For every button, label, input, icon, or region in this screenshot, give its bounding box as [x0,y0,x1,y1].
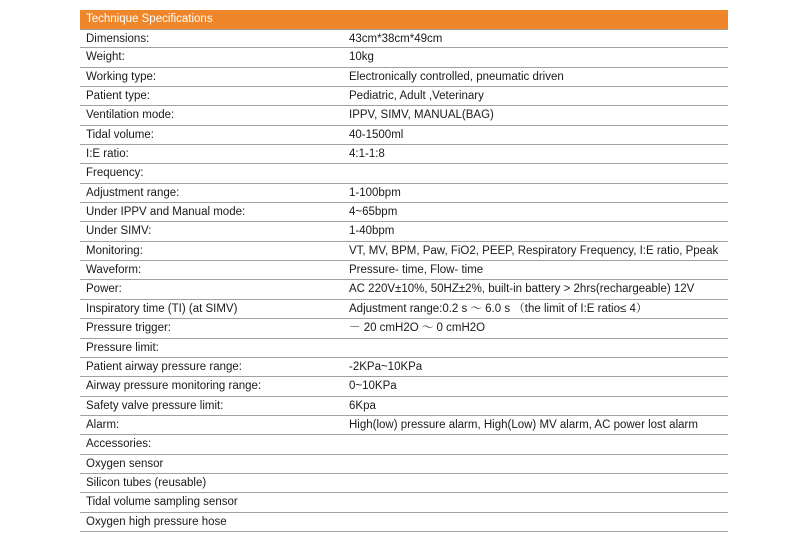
spec-value: 1-100bpm [349,186,401,199]
table-row [80,416,728,435]
table-header: Technique Specifications [80,10,728,29]
spec-value: － 20 cmH2O ～ 0 cmH2O [349,322,486,335]
spec-value: 1-40bpm [349,225,395,238]
spec-value: -2KPa~10KPa [349,360,423,373]
spec-label: Oxygen sensor [86,457,164,470]
spec-value [349,513,728,531]
table-row [80,513,728,532]
spec-label: Accessories: [86,438,152,451]
table-row [80,493,728,512]
spec-value [349,455,728,473]
table-row [80,164,728,183]
spec-value: 40-1500ml [349,128,404,141]
spec-value [349,474,728,492]
spec-value: 0~10KPa [349,380,397,393]
spec-value: 6Kpa [349,399,376,412]
spec-label: Pressure trigger: [86,322,172,335]
table-row [80,319,728,338]
spec-value: AC 220V±10%, 50HZ±2%, built-in battery > 2hrs(rechargeable) 12V [349,283,695,296]
spec-value [349,164,728,182]
table-row [80,29,728,48]
table-body [80,29,728,532]
table-row [80,222,728,241]
table-row [80,455,728,474]
table-row [80,358,728,377]
spec-label: Ventilation mode: [86,109,175,122]
spec-label: Tidal volume sampling sensor [86,496,238,509]
spec-value: 43cm*38cm*49cm [349,33,443,45]
spec-table [80,10,728,532]
table-row [80,203,728,222]
spec-label: Patient type: [86,90,150,103]
spec-label: Airway pressure monitoring range: [86,380,262,393]
spec-label: Pressure limit: [86,341,159,354]
spec-label: Patient airway pressure range: [86,360,242,373]
table-row [80,106,728,125]
table-row [80,339,728,358]
spec-label: Power: [86,283,122,296]
spec-label: Monitoring: [86,244,143,257]
spec-label: Under SIMV: [86,225,152,238]
spec-label: Waveform: [86,264,142,277]
spec-label: Alarm: [86,418,120,431]
spec-label: Working type: [86,70,157,83]
table-row [80,280,728,299]
spec-value: IPPV, SIMV, MANUAL(BAG) [349,109,494,122]
spec-value: High(low) pressure alarm, High(Low) MV alarm, AC power lost alarm [349,418,698,431]
table-row [80,435,728,454]
spec-value: 10kg [349,51,374,64]
table-row [80,184,728,203]
table-row [80,87,728,106]
spec-label: Under IPPV and Manual mode: [86,206,246,219]
table-row [80,242,728,261]
spec-label: Safety valve pressure limit: [86,399,224,412]
spec-label: Tidal volume: [86,128,154,141]
table-row [80,474,728,493]
table-row [80,145,728,164]
table-row [80,126,728,145]
spec-value: Electronically controlled, pneumatic driven [349,70,564,83]
table-row [80,300,728,319]
table-row [80,377,728,396]
spec-label: I:E ratio: [86,148,129,161]
spec-value: VT, MV, BPM, Paw, FiO2, PEEP, Respiratory Frequency, I:E ratio, Ppeak [349,244,719,257]
spec-value [349,493,728,511]
spec-value [349,435,728,453]
spec-label: Weight: [86,51,125,64]
spec-label: Oxygen high pressure hose [86,515,227,528]
spec-value: Pressure- time, Flow- time [349,264,484,277]
spec-value: Pediatric, Adult ,Veterinary [349,90,484,103]
spec-value: Adjustment range:0.2 s ～ 6.0 s （the limit of I:E ratio≤ 4） [349,302,648,315]
spec-value: 4~65bpm [349,206,398,219]
table-row [80,397,728,416]
spec-label: Dimensions: [86,33,150,45]
spec-value [349,339,728,357]
spec-label: Silicon tubes (reusable) [86,476,207,489]
spec-label: Adjustment range: [86,186,180,199]
spec-label: Frequency: [86,167,144,180]
spec-label: Inspiratory time (TI) (at SIMV) [86,302,238,315]
spec-value: 4:1-1:8 [349,148,385,161]
table-row [80,68,728,87]
table-row [80,261,728,280]
table-row [80,48,728,67]
